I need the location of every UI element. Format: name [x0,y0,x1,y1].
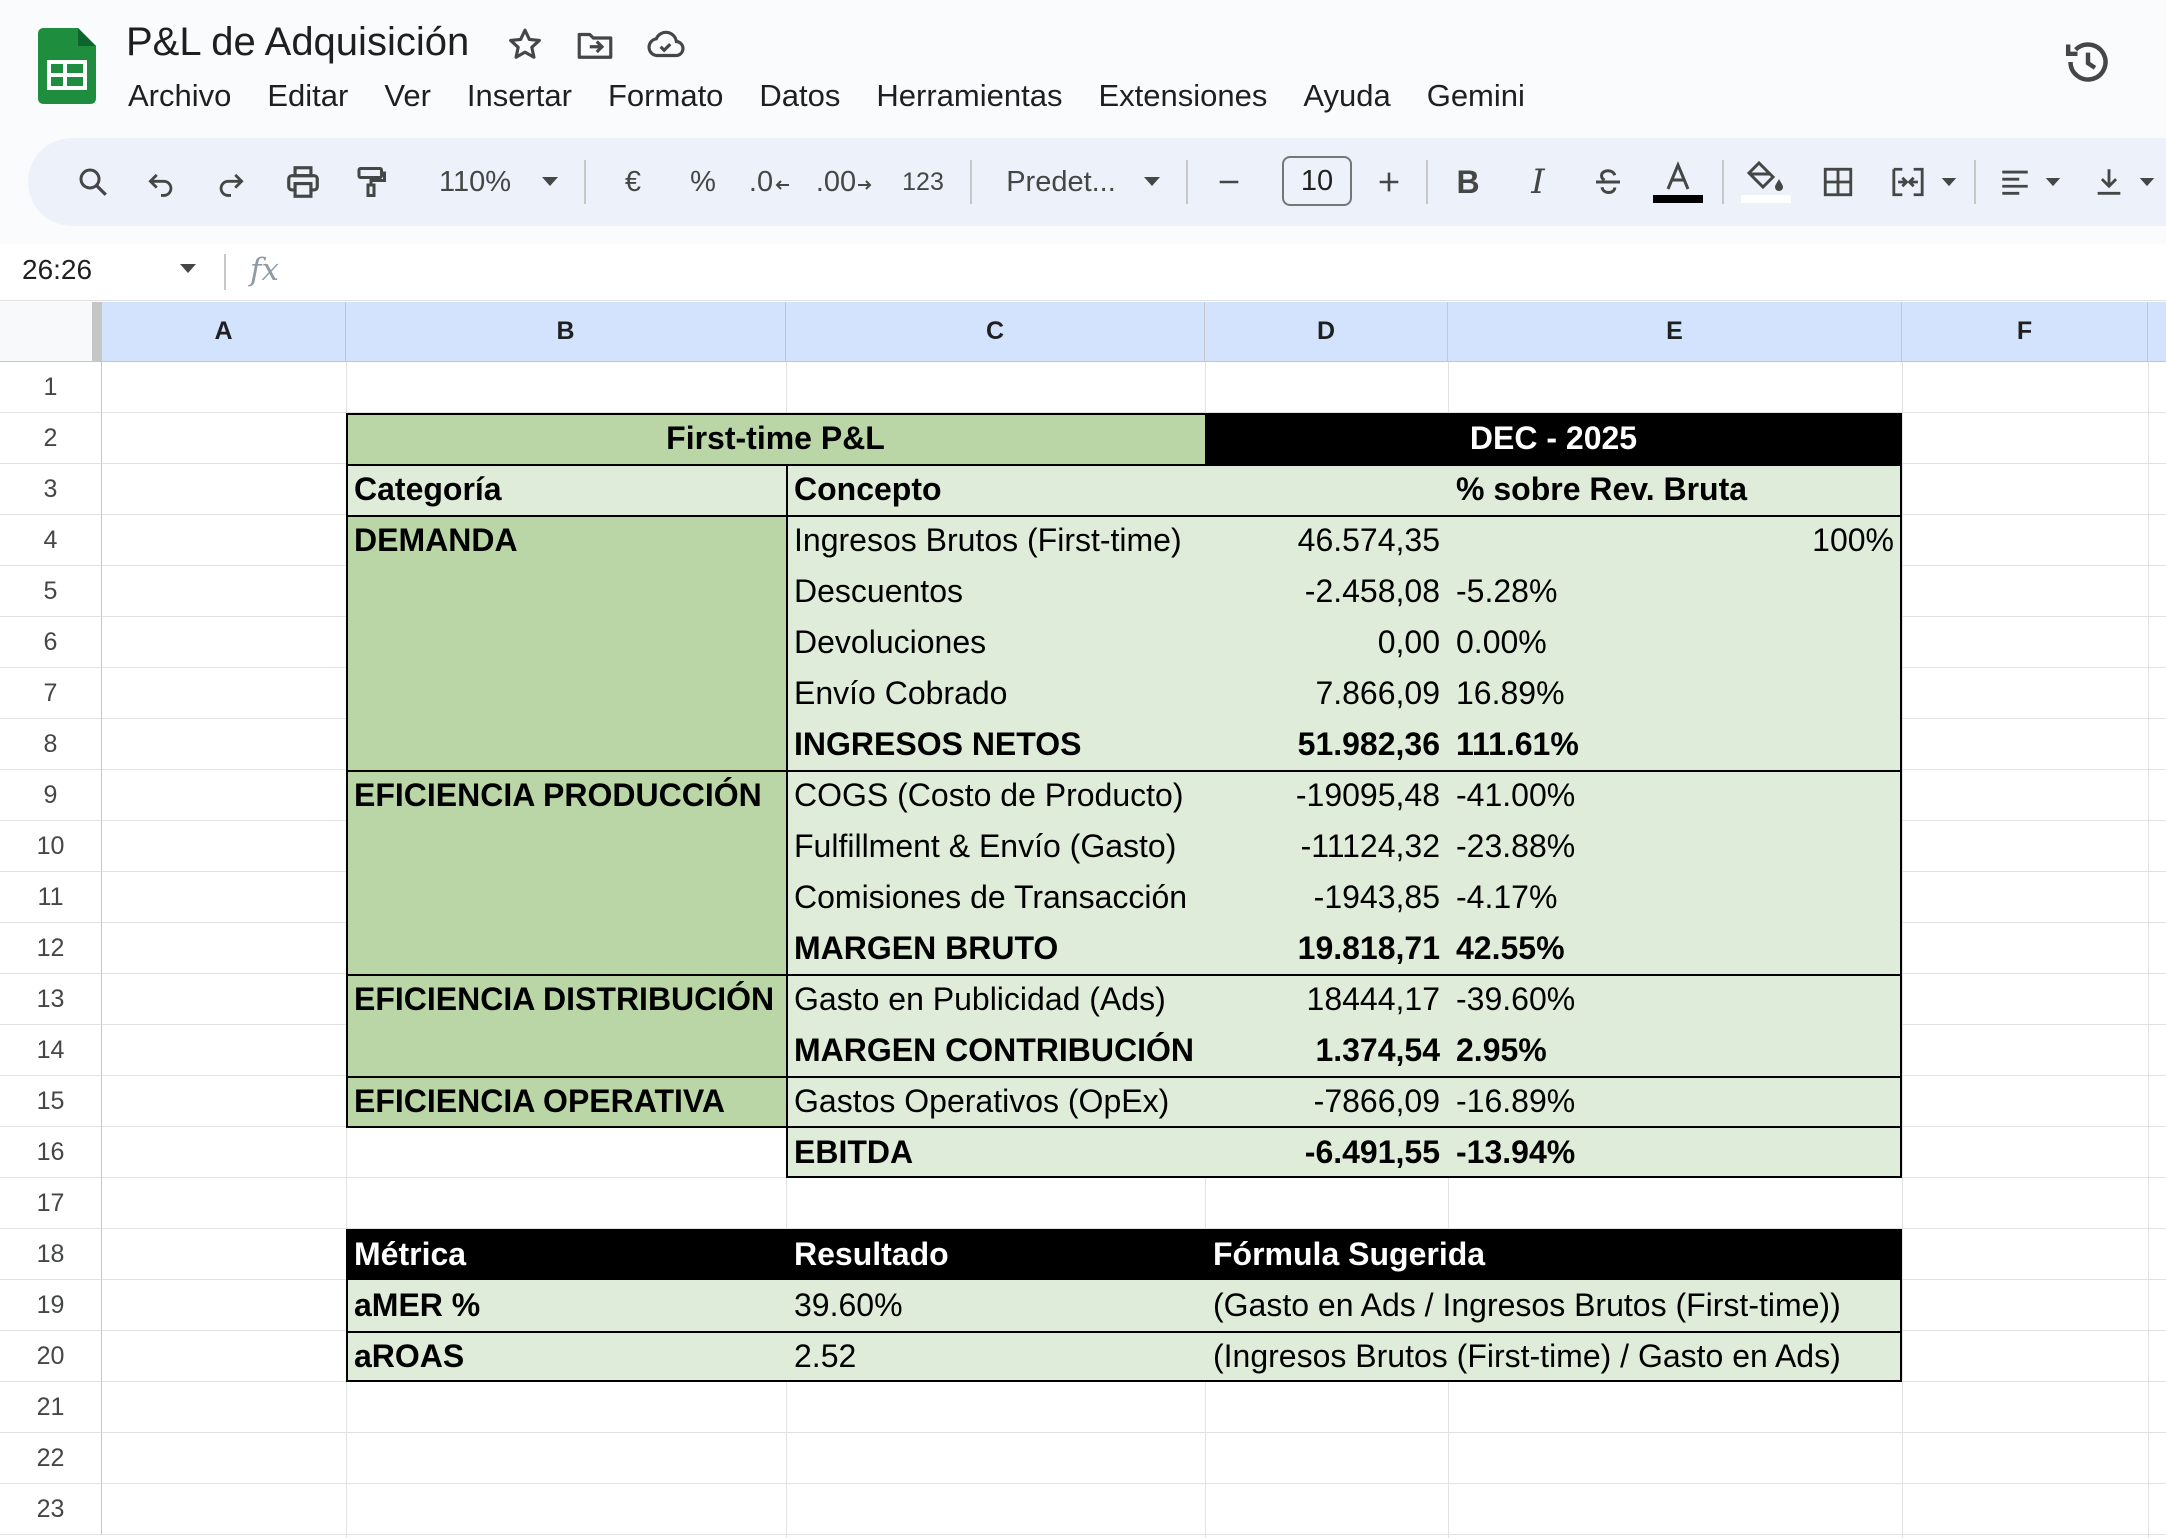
cell-border [346,1229,348,1382]
menu-formato[interactable]: Formato [608,78,724,113]
row-header-16[interactable]: 16 [0,1127,102,1178]
header-value-empty[interactable] [1205,464,1448,515]
menu-archivo[interactable]: Archivo [128,78,232,113]
row-header-20[interactable]: 20 [0,1331,102,1382]
formula-bar [0,244,2166,301]
metric-aroas-result[interactable]: 2.52 [786,1331,1205,1382]
row-header-4[interactable]: 4 [0,515,102,566]
pl-value[interactable]: 19.818,71 [1205,923,1448,974]
category-produccion[interactable]: EFICIENCIA PRODUCCIÓN [346,770,786,974]
decrease-font-size-icon[interactable] [1204,138,1254,226]
pl-value[interactable]: -19095,48 [1205,770,1448,821]
pl-value[interactable]: 46.574,35 [1205,515,1448,566]
pl-concept[interactable]: Gastos Operativos (OpEx) [786,1076,1205,1127]
header-concepto[interactable]: Concepto [786,464,1205,515]
pl-table-title[interactable]: First-time P&L [346,413,1205,464]
toolbar-separator [970,160,972,204]
pl-pct[interactable]: -5.28% [1448,566,1902,617]
increase-decimals-button[interactable] [810,138,880,226]
menu-gemini[interactable]: Gemini [1426,78,1525,113]
paint-format-icon[interactable] [348,138,394,226]
pl-concept[interactable]: MARGEN BRUTO [786,923,1205,974]
zoom-select[interactable]: 110% [438,165,512,198]
menu-herramientas[interactable]: Herramientas [876,78,1063,113]
document-title[interactable]: P&L de Adquisición [126,20,470,64]
pl-value[interactable]: 0,00 [1205,617,1448,668]
cloud-saved-icon[interactable] [644,24,686,66]
pl-concept[interactable]: Ingresos Brutos (First-time) [786,515,1205,566]
font-select[interactable]: Predet... [1006,165,1116,198]
pl-value[interactable]: 18444,17 [1205,974,1448,1025]
redo-icon[interactable] [208,138,254,226]
pl-pct[interactable]: -4.17% [1448,872,1902,923]
font-dropdown-icon[interactable] [1132,138,1172,226]
row-header-11[interactable]: 11 [0,872,102,923]
column-header-d[interactable]: D [1205,302,1448,362]
title-bar [0,0,2166,135]
pl-pct[interactable]: -39.60% [1448,974,1902,1025]
row-header-22[interactable]: 22 [0,1433,102,1484]
cell-border [346,464,1902,466]
row-header-23[interactable]: 23 [0,1484,102,1535]
borders-icon[interactable] [1810,138,1866,226]
metrics-header-resultado[interactable]: Resultado [786,1229,1205,1280]
row-header-18[interactable]: 18 [0,1229,102,1280]
cell-border [1900,413,1902,1178]
pl-concept[interactable]: INGRESOS NETOS [786,719,1205,770]
undo-icon[interactable] [138,138,184,226]
pl-pct[interactable]: 16.89% [1448,668,1902,719]
cell-border [346,770,1902,772]
arrow-right-icon [856,173,874,191]
text-color-icon[interactable] [1650,138,1706,226]
name-box-dropdown-icon[interactable] [178,262,198,280]
menu-datos[interactable]: Datos [759,78,841,113]
search-icon[interactable] [68,138,118,226]
row-header-12[interactable]: 12 [0,923,102,974]
row-header-13[interactable]: 13 [0,974,102,1025]
category-distribucion[interactable]: EFICIENCIA DISTRIBUCIÓN [346,974,786,1076]
merge-cells-icon[interactable] [1880,138,1936,226]
print-icon[interactable] [278,138,328,226]
column-header-e[interactable]: E [1448,302,1902,362]
metrics-header-formula[interactable]: Fórmula Sugerida [1205,1229,1902,1280]
pl-pct[interactable]: 0.00% [1448,617,1902,668]
metrics-header-metrica[interactable]: Métrica [346,1229,786,1280]
metric-amer-result[interactable]: 39.60% [786,1280,1205,1331]
toolbar [28,138,2166,226]
column-header-g[interactable] [2148,302,2166,362]
pl-value[interactable]: 1.374,54 [1205,1025,1448,1076]
menu-bar [110,74,1543,118]
pl-pct[interactable]: -41.00% [1448,770,1902,821]
pl-value[interactable]: -11124,32 [1205,821,1448,872]
pl-pct[interactable]: -23.88% [1448,821,1902,872]
pl-concept[interactable]: MARGEN CONTRIBUCIÓN [786,1025,1205,1076]
sheets-logo-icon[interactable] [38,28,96,104]
percent-format-button[interactable]: % [690,165,716,198]
menu-ayuda[interactable]: Ayuda [1303,78,1391,113]
cell-border [346,1229,1902,1231]
pl-pct[interactable]: 42.55% [1448,923,1902,974]
row-header-21[interactable]: 21 [0,1382,102,1433]
formula-bar-separator [224,254,226,290]
cell-border [1900,1229,1902,1382]
cell-border [346,1076,1902,1078]
cell-border [346,515,1902,517]
menu-insertar[interactable]: Insertar [466,78,572,113]
pl-concept[interactable]: COGS (Costo de Producto) [786,770,1205,821]
row-header-5[interactable]: 5 [0,566,102,617]
merge-dropdown-icon[interactable] [1934,138,1964,226]
pl-concept[interactable]: Fulfillment & Envío (Gasto) [786,821,1205,872]
header-pct[interactable]: % sobre Rev. Bruta [1448,464,1902,515]
select-all-corner[interactable] [0,302,102,362]
menu-extensiones[interactable]: Extensiones [1098,78,1268,113]
toolbar-separator [1426,160,1428,204]
pl-concept[interactable]: Envío Cobrado [786,668,1205,719]
cell-border [346,1380,1902,1382]
pl-value[interactable]: -7866,09 [1205,1076,1448,1127]
metric-amer-formula[interactable]: (Gasto en Ads / Ingresos Brutos (First-time)) [1205,1280,1902,1331]
row-header-9[interactable]: 9 [0,770,102,821]
pl-pct[interactable]: -13.94% [1448,1127,1902,1178]
fill-color-icon[interactable] [1736,138,1796,226]
cell-border [346,413,1902,415]
italic-icon[interactable]: I [1531,162,1545,202]
decrease-decimals-label: .0 [748,165,774,198]
pl-value[interactable]: -1943,85 [1205,872,1448,923]
decrease-decimals-button[interactable] [740,138,800,226]
category-operativa[interactable]: EFICIENCIA OPERATIVA [346,1076,786,1127]
row-header-14[interactable]: 14 [0,1025,102,1076]
version-history-icon[interactable] [2060,34,2116,90]
number-format-button[interactable]: 123 [902,167,944,196]
row-header-6[interactable]: 6 [0,617,102,668]
row-header-15[interactable]: 15 [0,1076,102,1127]
toolbar-separator [1722,160,1724,204]
pl-concept[interactable]: Devoluciones [786,617,1205,668]
currency-format-button[interactable]: € [624,165,642,198]
pl-value[interactable]: -2.458,08 [1205,566,1448,617]
menu-editar[interactable]: Editar [267,78,349,113]
row-header-8[interactable]: 8 [0,719,102,770]
category-demanda[interactable]: DEMANDA [346,515,786,770]
pl-value[interactable]: 7.866,09 [1205,668,1448,719]
row-header-19[interactable]: 19 [0,1280,102,1331]
align-dropdown-icon[interactable] [2038,138,2068,226]
row-header-2[interactable]: 2 [0,413,102,464]
pl-concept[interactable]: Descuentos [786,566,1205,617]
valign-dropdown-icon[interactable] [2132,138,2162,226]
pl-pct[interactable]: 111.61% [1448,719,1902,770]
header-categoria[interactable]: Categoría [346,464,786,515]
arrow-left-icon [773,173,791,191]
toolbar-separator [584,160,586,204]
fx-icon: fx [250,252,279,288]
spreadsheet-grid [0,302,2166,1538]
metric-aroas-formula[interactable]: (Ingresos Brutos (First-time) / Gasto en Ads) [1205,1331,1902,1382]
menu-ver[interactable]: Ver [384,78,431,113]
increase-decimals-label: .00 [815,165,857,198]
toolbar-separator [1186,160,1188,204]
row-header-17[interactable]: 17 [0,1178,102,1229]
increase-font-size-icon[interactable] [1364,138,1414,226]
metric-aroas[interactable]: aROAS [346,1331,786,1382]
toolbar-separator [1974,160,1976,204]
cell-border [786,1176,1902,1178]
metric-amer[interactable]: aMER % [346,1280,786,1331]
cell-border [346,1331,1902,1333]
pl-concept[interactable]: Gasto en Publicidad (Ads) [786,974,1205,1025]
name-box[interactable]: 26:26 [22,254,93,285]
column-header-c[interactable]: C [786,302,1205,362]
cell-border [346,974,1902,976]
row-header-1[interactable]: 1 [0,362,102,413]
column-header-b[interactable]: B [346,302,786,362]
column-header-a[interactable]: A [102,302,346,362]
star-icon[interactable] [504,24,546,66]
vertical-align-icon[interactable] [2082,138,2136,226]
cell-border [786,464,788,1178]
bold-icon[interactable]: B [1456,163,1480,200]
pl-pct[interactable]: 100% [1448,515,1902,566]
pl-concept[interactable]: EBITDA [786,1127,1205,1178]
row-header-3[interactable]: 3 [0,464,102,515]
cell-border [346,1126,1902,1128]
zoom-dropdown-icon[interactable] [530,138,570,226]
row-header-7[interactable]: 7 [0,668,102,719]
column-header-f[interactable]: F [1902,302,2148,362]
font-size-input[interactable]: 10 [1282,156,1352,206]
pl-pct[interactable]: 2.95% [1448,1025,1902,1076]
pl-concept[interactable]: Comisiones de Transacción [786,872,1205,923]
pl-pct[interactable]: -16.89% [1448,1076,1902,1127]
pl-period-header[interactable]: DEC - 2025 [1205,413,1902,464]
pl-value[interactable]: 51.982,36 [1205,719,1448,770]
move-folder-icon[interactable] [574,24,616,66]
pl-value[interactable]: -6.491,55 [1205,1127,1448,1178]
row-header-10[interactable]: 10 [0,821,102,872]
horizontal-align-icon[interactable] [1988,138,2042,226]
strikethrough-icon[interactable] [1580,138,1636,226]
